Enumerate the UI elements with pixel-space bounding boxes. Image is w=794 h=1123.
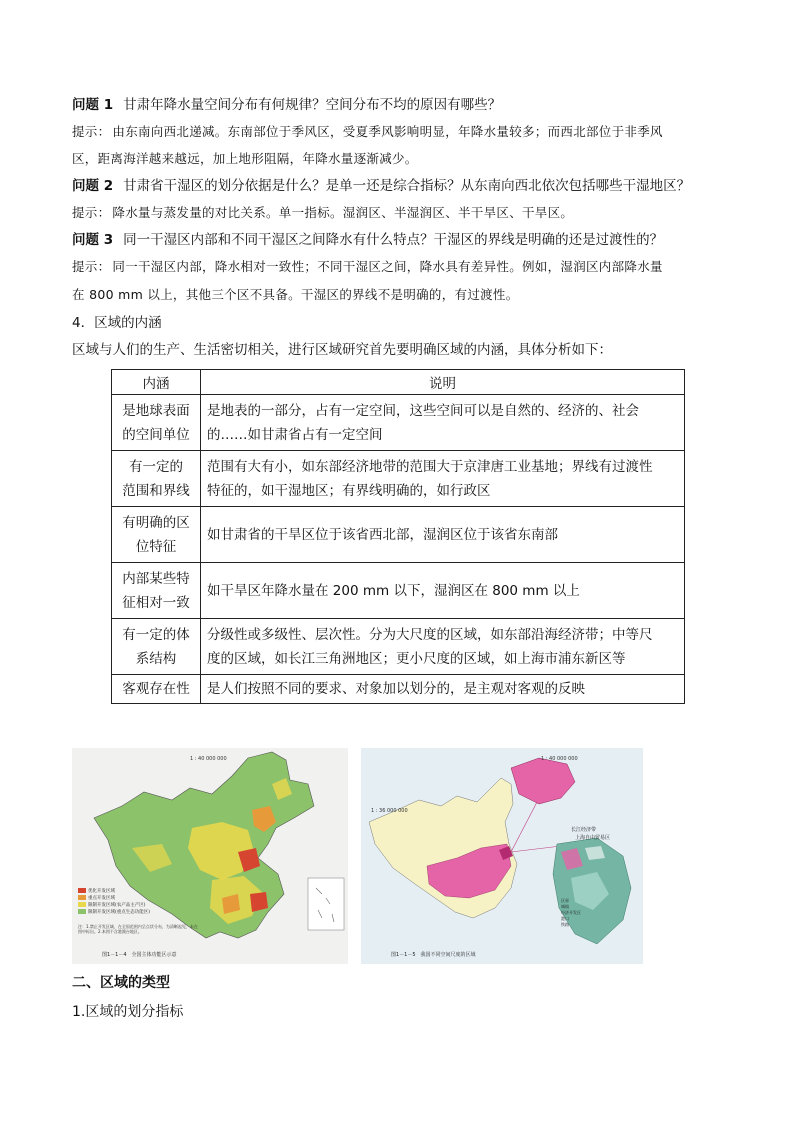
scale-map-graphic <box>361 748 643 964</box>
question-label: 问题 3 <box>72 232 114 248</box>
label-yangtze-belt: 长江经济带 <box>571 827 597 833</box>
map-scale-main: 1 : 36 000 000 <box>371 808 408 814</box>
table-cell-term: 是地球表面 的空间单位 <box>112 395 201 451</box>
table-row <box>112 563 685 619</box>
label-shanghai-ftz: 上海自由贸易区 <box>575 835 611 841</box>
hint-2-line-1 <box>72 203 722 223</box>
table-row <box>112 451 685 507</box>
legend-item: 港口 <box>561 916 569 921</box>
legend-item: 限制开发区域(重点生态功能区) <box>78 909 150 916</box>
question-text: 甘肃省干湿区的划分依据是什么？是单一还是综合指标？从东南向西北依次包括哪些干湿地区？ <box>123 178 691 194</box>
section-intro: 区域与人们的生产、生活密切相关，进行区域研究首先要明确区域的内涵，具体分析如下： <box>72 342 612 358</box>
question-text: 同一干湿区内部和不同干湿区之间降水有什么特点？干湿区的界线是明确的还是过渡性的？ <box>123 232 664 248</box>
question-1 <box>72 95 722 115</box>
table-cell-term: 有一定的体 系结构 <box>112 619 201 675</box>
hint-3-line-1 <box>72 257 722 277</box>
table-header-row <box>112 370 685 395</box>
table-cell-desc: 是人们按照不同的要求、对象加以划分的，是主观对客观的反映 <box>201 675 685 704</box>
hint-text: 降水量与蒸发量的对比关系。单一指标。湿润区、半湿润区、半干旱区、干旱区。 <box>112 205 574 220</box>
subsection-heading: 1.区域的划分指标 <box>72 1004 184 1020</box>
hint-text: 同一干湿区内部，降水相对一致性；不同干湿区之间，降水具有差异性。例如，湿润区内部降水量 <box>112 259 663 274</box>
question-text: 甘肃年降水量空间分布有何规律？空间分布不均的原因有哪些？ <box>123 97 502 113</box>
table-cell-desc: 分级性或多级性、层次性。分为大尺度的区域，如东部沿海经济带；中等尺 度的区域，如长江三角洲地区；更小尺度的区域，如上海市浦东新区等 <box>201 619 685 675</box>
question-label: 问题 1 <box>72 97 114 113</box>
region-connotation-table <box>111 369 685 704</box>
legend-item: 优化开发区域 <box>78 888 150 895</box>
table-row <box>112 507 685 563</box>
table-row <box>112 619 685 675</box>
map-scale: 1 : 40 000 000 <box>190 756 227 762</box>
legend-item: 城镇 <box>561 904 569 909</box>
legend-item: 铁路 <box>561 922 569 927</box>
table-header: 内涵 <box>112 370 201 395</box>
table-cell-desc: 是地表的一部分，占有一定空间，这些空间可以是自然的、经济的、社会 的……如甘肃省占有一定空间 <box>201 395 685 451</box>
question-2 <box>72 176 722 196</box>
figure-caption: 图1－1－5 我国不同空间尺度的区域 <box>391 952 476 958</box>
table-cell-term: 有明确的区 位特征 <box>112 507 201 563</box>
table-cell-term: 内部某些特 征相对一致 <box>112 563 201 619</box>
legend-item: 区界 <box>561 898 569 903</box>
hint-1-line-2: 区，距离海洋越来越远，加上地形阻隔，年降水量逐渐减少。 <box>72 151 418 166</box>
section-heading: 4．区域的内涵 <box>72 315 162 331</box>
hint-label: 提示： <box>72 124 111 139</box>
legend-item: 重点开发区域 <box>78 895 150 902</box>
map-legend <box>561 898 581 928</box>
hint-text: 由东南向西北递减。东南部位于季风区，受夏季风影响明显，年降水量较多；而西北部位于非季风 <box>112 124 663 139</box>
section-heading-types: 二、区域的类型 <box>72 975 170 991</box>
legend-item: 限制开发区域(农产品主产区) <box>78 902 150 909</box>
hint-label: 提示： <box>72 205 111 220</box>
table-cell-term: 客观存在性 <box>112 675 201 704</box>
table-row <box>112 675 685 704</box>
question-label: 问题 2 <box>72 178 114 194</box>
hint-1-line-1 <box>72 122 722 142</box>
hint-label: 提示： <box>72 259 111 274</box>
legend-item: 经济开发区 <box>561 910 581 915</box>
question-3 <box>72 230 722 250</box>
hint-3-line-2: 在 800 mm 以上，其他三个区不具备。干湿区的界线不是明确的，有过渡性。 <box>72 287 519 302</box>
map-note: 注：1.禁止开发区域，在全国范围内呈点状分布，为清晰起见，未在图中标出。2.本图不含港澳台地区。 <box>78 924 198 934</box>
map-legend <box>78 888 150 916</box>
table-cell-desc: 如甘肃省的干旱区位于该省西北部，湿润区位于该省东南部 <box>201 507 685 563</box>
table-header: 说明 <box>201 370 685 395</box>
main-function-zone-map <box>72 748 348 964</box>
map-scale-inset: 1 : 40 000 000 <box>541 756 578 762</box>
figure-caption: 图1－1－4 全国主体功能区示意 <box>102 952 177 958</box>
table-cell-desc: 范围有大有小，如东部经济地带的范围大于京津唐工业基地；界线有过渡性 特征的，如干湿地区；有界线明确的，如行政区 <box>201 451 685 507</box>
table-cell-term: 有一定的 范围和界线 <box>112 451 201 507</box>
table-cell-desc: 如干旱区年降水量在 200 mm 以下，湿润区在 800 mm 以上 <box>201 563 685 619</box>
spatial-scale-map <box>361 748 643 964</box>
table-row <box>112 395 685 451</box>
